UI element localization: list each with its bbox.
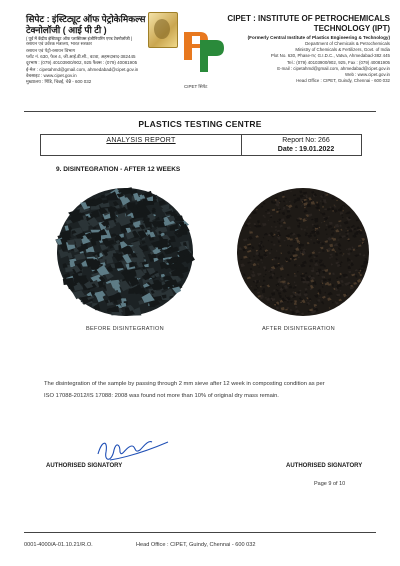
hindi-phone: दूरभाष : (079) 40103900/902, 925 फैक्स : (079) 40081905 xyxy=(26,60,138,66)
footer-head-office: Head Office : CIPET, Guindy, Chennai - 600 032 xyxy=(136,542,256,548)
description-line2: ISO 17088-2012/IS 17088: 2008 was found not more than 10% of original dry mass remain. xyxy=(44,393,279,399)
hindi-email: ई-मेल : cipetahmd@gmail.com, ahmedabad@cipet.gov.in xyxy=(26,66,139,72)
seal-emblem xyxy=(154,19,170,39)
address: Plot No. 630, Phase-IV, G.I.D.C., Vatva, Ahmedabad-382 445 xyxy=(270,53,390,59)
page-number: Page 9 of 10 xyxy=(314,481,346,487)
hologram-seal xyxy=(148,12,178,48)
cipet-logo-icon xyxy=(178,26,228,86)
report-date: Date : 19.01.2022 xyxy=(277,146,335,153)
box-divider xyxy=(241,135,242,155)
ministry: Ministry of Chemicals & Fertilizers, Govt. of India xyxy=(295,47,390,53)
signatory-left: AUTHORISED SIGNATORY xyxy=(46,463,123,469)
header-divider xyxy=(24,111,376,112)
head-office: Head Office : CIPET, Guindy, Chennai - 600 032 xyxy=(296,78,390,84)
hindi-title-line1: सिपेट : इंस्टिट्यूट ऑफ पेट्रोकेमिकल्स xyxy=(26,14,146,24)
after-disintegration-photo xyxy=(228,182,378,322)
header-english-block xyxy=(224,14,390,84)
institute-title-line1: CIPET : INSTITUTE OF PETROCHEMICALS xyxy=(227,14,390,23)
after-caption: AFTER DISINTEGRATION xyxy=(262,326,336,332)
hindi-department: रसायन एवं पेट्रो-रसायन विभाग xyxy=(26,47,76,53)
email: E-mail : cipetahmd@gmail.com, ahmedabad@cipet.gov.in xyxy=(277,65,390,71)
after-sample-compost xyxy=(237,188,369,316)
description-line1: The disintegration of the sample by passing through 2 mm sieve after 12 week in composting condition as per xyxy=(44,381,325,387)
hindi-title-line2: टेक्नोलॉजी ( आई पी टी ) xyxy=(26,25,107,35)
report-header-box xyxy=(40,134,362,156)
signatory-right: AUTHORISED SIGNATORY xyxy=(286,463,363,469)
logo-green-shape xyxy=(200,40,224,72)
hindi-ministry: रसायन एवं उर्वरक मंत्रालय, भारत सरकार xyxy=(26,41,92,47)
report-number: Report No: 266 xyxy=(282,137,330,144)
logo-caption: CIPET सिपेट xyxy=(184,84,208,89)
institute-title-line2: TECHNOLOGY (IPT) xyxy=(313,24,390,33)
result-description xyxy=(44,378,356,402)
hindi-address: प्लॉट नं. 630, फेज 4, जी.आई.डी.सी., वटवा, अहमदाबाद-382445 xyxy=(26,54,136,59)
institute-formerly: (Formerly Central Institute of Plastics Engineering & Technology) xyxy=(247,35,390,40)
phone-fax: Tel.: (079) 40103900/902, 925, Fax : (079) 40081905 xyxy=(286,59,390,65)
department: Department of Chemicals & Petrochemicals xyxy=(305,41,390,46)
logo-white-cut xyxy=(192,36,200,44)
hindi-head-office: मुख्यालय : गिंडि, चिन्नई, चेन्नै - 600 032 xyxy=(26,79,92,85)
before-sample-granules xyxy=(55,187,195,316)
website: Web : www.cipet.gov.in xyxy=(345,72,390,78)
hindi-web: वेबसाइट : www.cipet.gov.in xyxy=(26,72,77,78)
before-disintegration-photo xyxy=(50,182,200,322)
hindi-formerly: ( पूर्व में केंद्रीय इंस्टिट्यूट ऑफ प्लास्टिक्स इंजीनियरिंग एण्ड टेक्नोलॉजी ) xyxy=(26,36,133,41)
section-title: 9. DISINTEGRATION - AFTER 12 WEEKS xyxy=(56,166,181,173)
footer-doc-code: 0001-4000/A-01.10.21/R.O. xyxy=(24,542,93,548)
centre-title: PLASTICS TESTING CENTRE xyxy=(138,119,262,129)
analysis-report-label: ANALYSIS REPORT xyxy=(106,137,176,144)
footer-divider xyxy=(24,532,376,533)
before-caption: BEFORE DISINTEGRATION xyxy=(86,326,164,332)
